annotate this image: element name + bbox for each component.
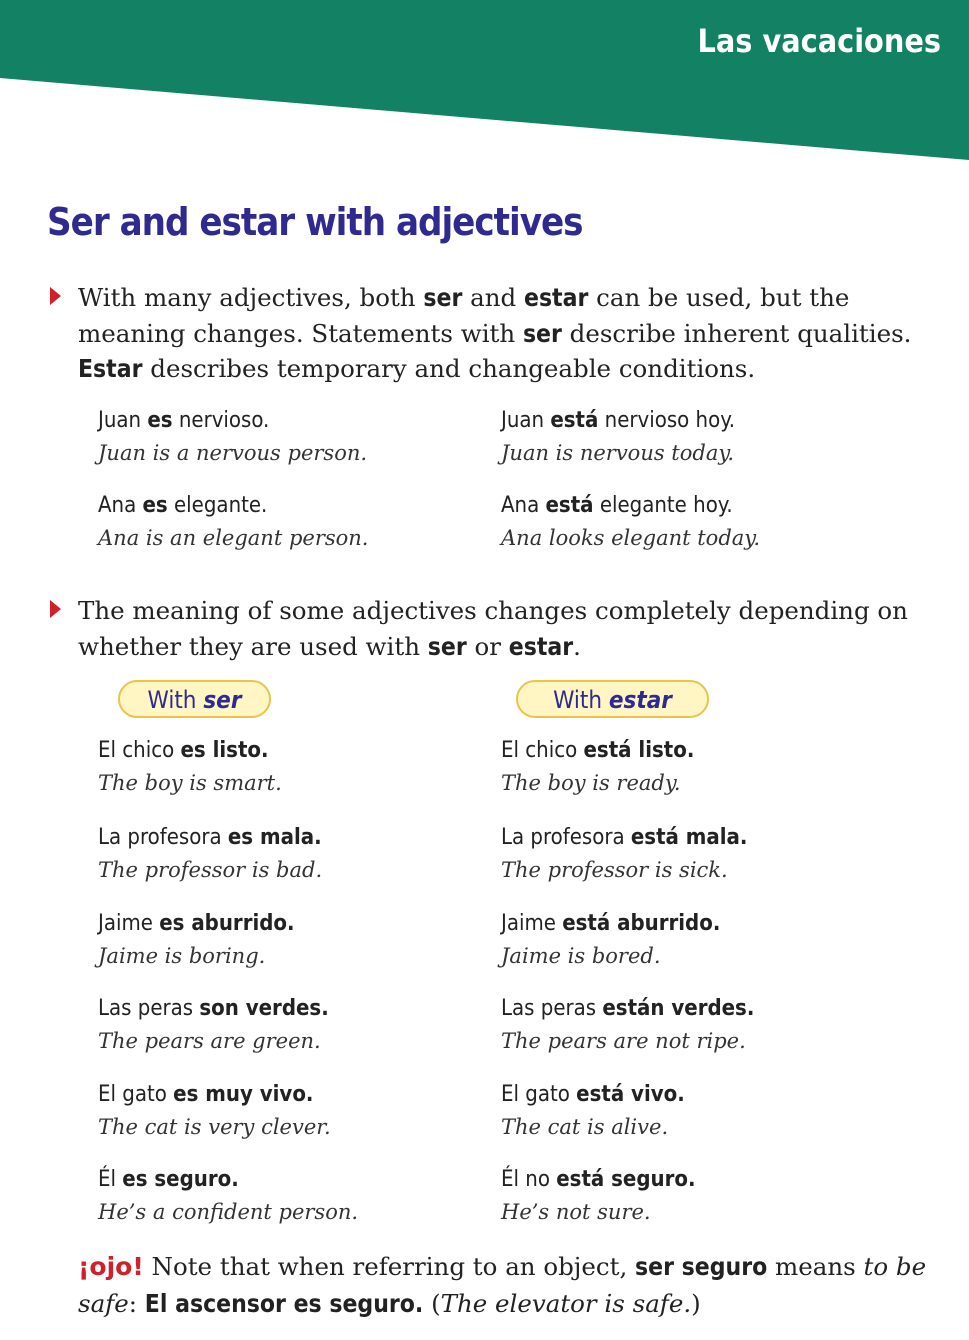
estar-example: Las peras están verdes. The pears are not ripe. xyxy=(501,996,755,1053)
estar-example: La profesora está mala. The professor is sick. xyxy=(501,825,748,882)
bullet-arrow-icon xyxy=(50,287,61,305)
with-ser-label: With ser xyxy=(118,680,271,718)
estar-example: Él no está seguro. He’s not sure. xyxy=(501,1167,696,1224)
ser-example: El gato es muy vivo. The cat is very clever. xyxy=(98,1082,331,1139)
estar-example: El chico está listo. The boy is ready. xyxy=(501,738,695,795)
intro-example: Ana es elegante. Ana is an elegant person. xyxy=(98,493,369,550)
ser-example: El chico es listo. The boy is smart. xyxy=(98,738,282,795)
ojo-note: ¡ojo! Note that when referring to an object, ser seguro means to be safe: El ascensor es seguro. (The elevator is safe.) xyxy=(78,1252,927,1318)
ojo-label: ¡ojo! xyxy=(78,1252,144,1281)
intro-example: Juan está nervioso hoy. Juan is nervous today. xyxy=(501,408,736,465)
intro-example: Ana está elegante hoy. Ana looks elegant today. xyxy=(501,493,761,550)
estar-example: Jaime está aburrido. Jaime is bored. xyxy=(501,911,721,968)
intro-paragraph: With many adjectives, both ser and estar can be used, but the meaning changes. Statements with ser describe inherent qualities. Estar describes temporary and changeable conditions. xyxy=(78,283,912,383)
with-estar-label: With estar xyxy=(516,680,709,718)
ser-example: Jaime es aburrido. Jaime is boring. xyxy=(98,911,295,968)
ser-example: Él es seguro. He’s a confident person. xyxy=(98,1167,359,1224)
ser-example: La profesora es mala. The professor is bad. xyxy=(98,825,323,882)
meaning-paragraph: The meaning of some adjectives changes completely depending on whether they are used with ser or estar. xyxy=(78,596,908,661)
intro-example: Juan es nervioso. Juan is a nervous person. xyxy=(98,408,368,465)
bullet-arrow-icon xyxy=(50,600,61,618)
estar-example: El gato está vivo. The cat is alive. xyxy=(501,1082,685,1139)
chapter-title: Las vacaciones xyxy=(697,22,941,60)
section-title: Ser and estar with adjectives xyxy=(47,200,583,244)
ser-example: Las peras son verdes. The pears are green. xyxy=(98,996,329,1053)
